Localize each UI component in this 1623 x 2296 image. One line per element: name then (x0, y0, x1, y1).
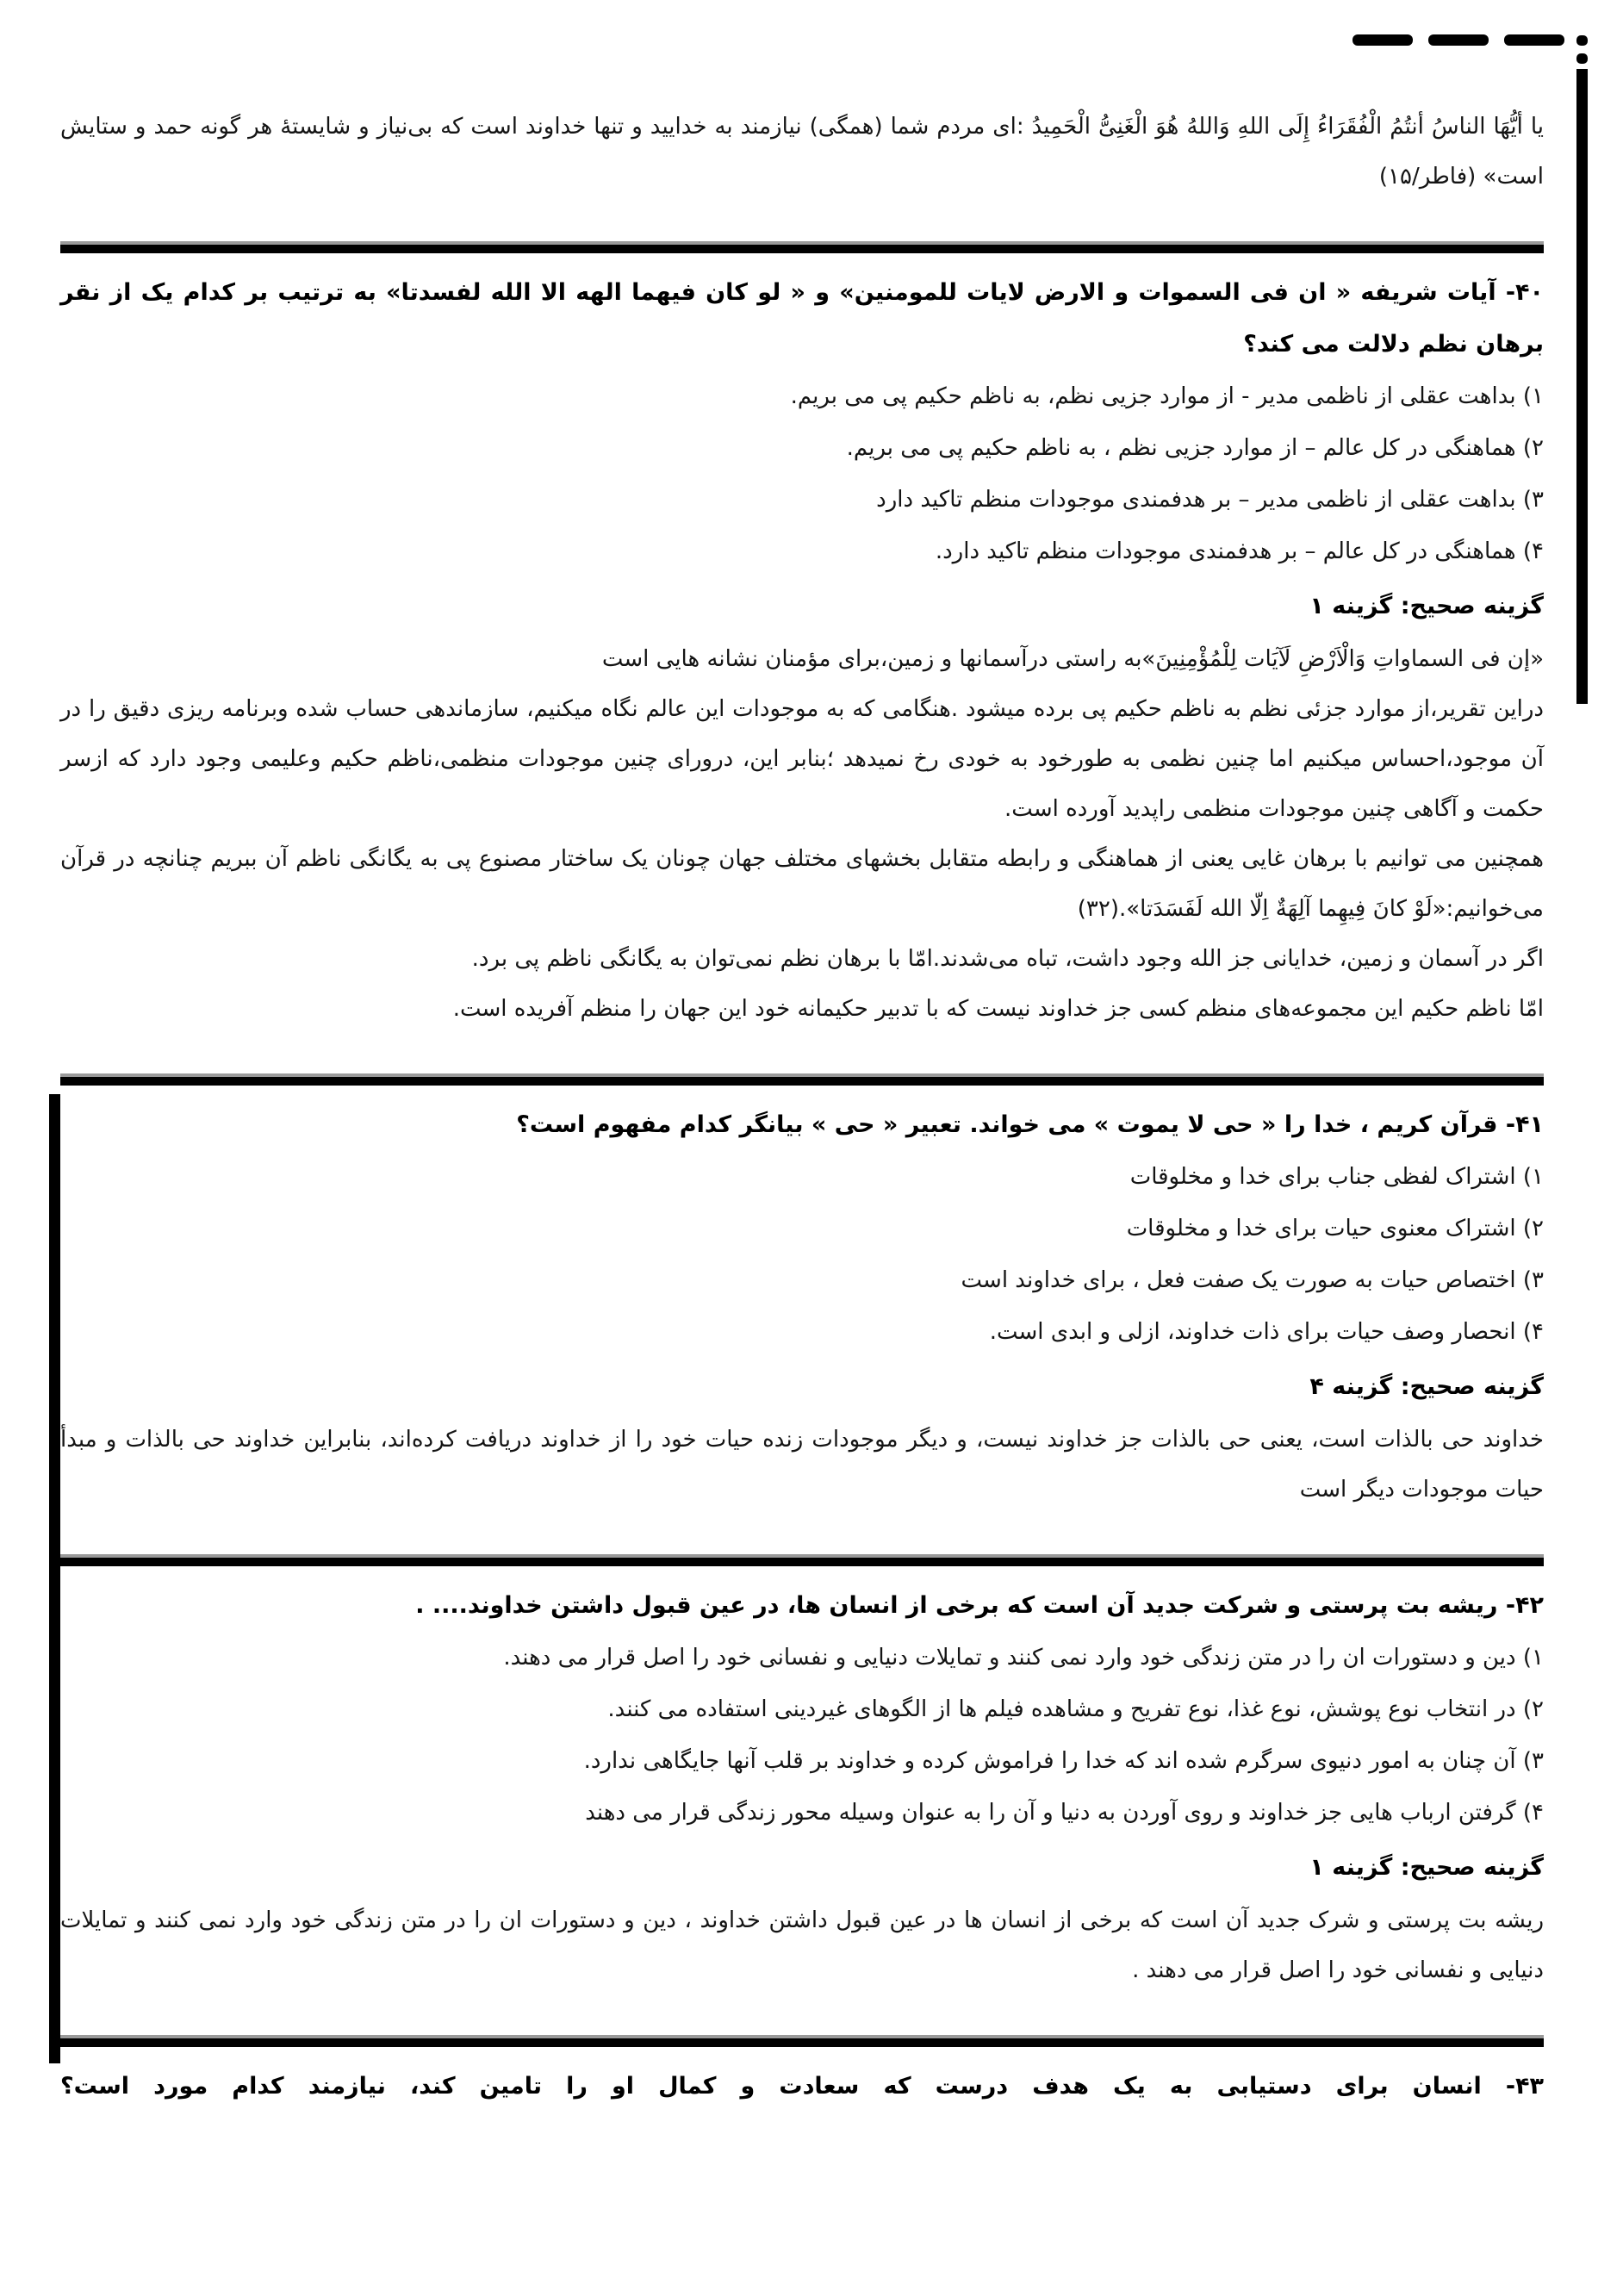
explanation-paragraph: امّا ناظم حکیم این مجموعه‌های منظم کسی جز خداوند نیست که با تدبیر حکیمانه خود این جهان را منظم آفریده است. (452, 996, 1544, 1022)
question-41-correct-answer-label: گزینه صحیح: گزینه ۴ (1309, 1373, 1544, 1400)
question-42-option-3: ۳) آن چنان به امور دنیوی سرگرم شده اند که خدا را فراموش کرده و خداوند بر قلب آنها جایگاهی ندارد. (583, 1748, 1544, 1774)
question-41-option-2: ۲) اشتراک معنوی حیات برای خدا و مخلوقات (1126, 1216, 1544, 1241)
corner-dash-2 (1428, 34, 1489, 46)
corner-dot-2 (1576, 53, 1588, 64)
question-block-43 (60, 2061, 1544, 2112)
question-40-heading: ۴۰- آیات شریفه « ان فی السموات و الارض لایات للمومنین» و « لو کان فیهما الهه الا الله لفسدتا» به ترتیب بر کدام یک از نقر برهان نظم دلالت می کند؟ (60, 279, 1544, 358)
separator-rule (60, 2035, 1544, 2047)
question-40-explanation (60, 634, 1544, 1034)
question-40-option-4: ۴) هماهنگی در کل عالم – بر هدفمندی موجودات منظم تاکید دارد. (935, 538, 1544, 564)
separator-rule (60, 241, 1544, 253)
corner-dash-1 (1352, 34, 1413, 46)
question-41-option-1: ۱) اشتراک لفظی جناب برای خدا و مخلوقات (1129, 1164, 1544, 1190)
question-42-correct-answer-label: گزینه صحیح: گزینه ۱ (1309, 1854, 1544, 1881)
corner-dash-3 (1504, 34, 1564, 46)
question-40-option-1: ۱) بداهت عقلی از ناظمی مدیر - از موارد جزیی نظم، به ناظم حکیم پی می بریم. (790, 383, 1544, 409)
explanation-paragraph: «إن فی السماواتِ وَالْاَرْضِ لَآیَات لِلْمُؤْمِنِینَ»به راستی درآسمانها و زمین،برای مؤمنان نشانه هایی است (601, 646, 1544, 672)
question-block-41 (60, 1099, 1544, 1515)
explanation-paragraph: همچنین می توانیم با برهان غایی یعنی از هماهنگی و رابطه متقابل بخشهای مختلف جهان چونان یک ساختار مصنوع پی به یگانگی ناظم آن ببریم چنانچه در قرآن می‌خوانیم:«لَوْ کانَ فِیهِما آلِهَةٌ اِلّا الله لَفَسَدَتا».(۳۲) (60, 846, 1544, 922)
question-41-option-4: ۴) انحصار وصف حیات برای ذات خداوند، ازلی و ابدی است. (989, 1319, 1544, 1345)
question-42-explanation (60, 1895, 1544, 1995)
question-41-explanation (60, 1415, 1544, 1515)
intro-verse-paragraph: یا أیُّهَا الناسُ أنتُمُ الْفُقَرَاءُ إِلَی اللهِ وَاللهُ هُوَ الْغَنِیُّ الْحَمِیدُ :ای مردم شما (همگی) نیازمند به خدایید و تنها خداوند است که بی‌نیاز و شایستهٔ هر گونه حمد و ستایش است» (فاطر/۱۵) (60, 114, 1544, 190)
question-block-42 (60, 1580, 1544, 1995)
right-edge-bar (1576, 69, 1588, 704)
corner-dot-1 (1576, 35, 1588, 46)
explanation-paragraph: ریشه بت پرستی و شرک جدید آن است که برخی از انسان ها در عین قبول داشتن خداوند ، دین و دستورات ان را در متن زندگی خود وارد نمی کنند و تمایلات دنیایی و نفسانی خود را اصل قرار می دهند . (60, 1907, 1544, 1983)
explanation-paragraph: خداوند حی بالذات است، یعنی حی بالذات جز خداوند نیست، و دیگر موجودات زنده حیات خود را از خداوند دریافت کرده‌اند، بنابراین خداوند حی بالذات و مبدأ حیات موجودات دیگر است (60, 1427, 1544, 1503)
question-42-option-4: ۴) گرفتن ارباب هایی جز خداوند و روی آوردن به دنیا و آن را به عنوان وسیله محور زندگی قرار می دهند (585, 1800, 1544, 1826)
question-40-option-2: ۲) هماهنگی در کل عالم – از موارد جزیی نظم ، به ناظم حکیم پی می بریم. (846, 435, 1544, 461)
question-42-heading: ۴۲- ریشه بت پرستی و شرکت جدید آن است که برخی از انسان ها، در عین قبول داشتن خداوند.... . (415, 1592, 1544, 1619)
question-42-option-2: ۲) در انتخاب نوع پوشش، نوع غذا، نوع تفریح و مشاهده فیلم ها از الگوهای غیردینی استفاده می کنند. (607, 1696, 1544, 1722)
left-edge-bar (49, 1094, 60, 2063)
question-43-heading: ۴۳- انسان برای دستیابی به یک هدف درست که سعادت و کمال او را تامین کند، نیازمند کدام مورد است؟ (60, 2073, 1544, 2100)
page-content (60, 102, 1544, 2112)
explanation-paragraph: اگر در آسمان و زمین، خدایانی جز الله وجود داشت، تباه می‌شدند.امّا با برهان نظم نمی‌توان به یگانگی ناظم پی برد. (471, 946, 1544, 972)
question-40-option-3: ۳) بداهت عقلی از ناظمی مدیر – بر هدفمندی موجودات منظم تاکید دارد (876, 487, 1544, 513)
separator-rule (60, 1554, 1544, 1566)
explanation-paragraph: دراین تقریر،از موارد جزئی نظم به ناظم حکیم پی برده میشود .هنگامی که به موجودات این عالم نگاه میکنیم، سازماندهی حساب شده وبرنامه ریزی دقیق را در آن موجود،احساس میکنیم اما چنین نظمی به طورخود به خودی رخ نمیدهد ؛بنابر این، درورای چنین موجودات منظمی،ناظم حکیم وعلیمی وجود دارد که ازسر حکمت و آگاهی چنین موجودات منظمی راپدید آورده است. (60, 696, 1544, 822)
question-41-option-3: ۳) اختصاص حیات به صورت یک صفت فعل ، برای خداوند است (961, 1267, 1544, 1293)
question-block-40 (60, 267, 1544, 1034)
separator-rule (60, 1073, 1544, 1086)
question-42-option-1: ۱) دین و دستورات ان را در متن زندگی خود وارد نمی کنند و تمایلات دنیایی و نفسانی خود را اصل قرار می دهند. (503, 1645, 1544, 1671)
question-41-heading: ۴۱- قرآن کریم ، خدا را « حی لا یموت » می خواند. تعبیر « حی » بیانگر کدام مفهوم است؟ (516, 1111, 1544, 1138)
question-40-correct-answer-label: گزینه صحیح: گزینه ۱ (1309, 593, 1544, 619)
